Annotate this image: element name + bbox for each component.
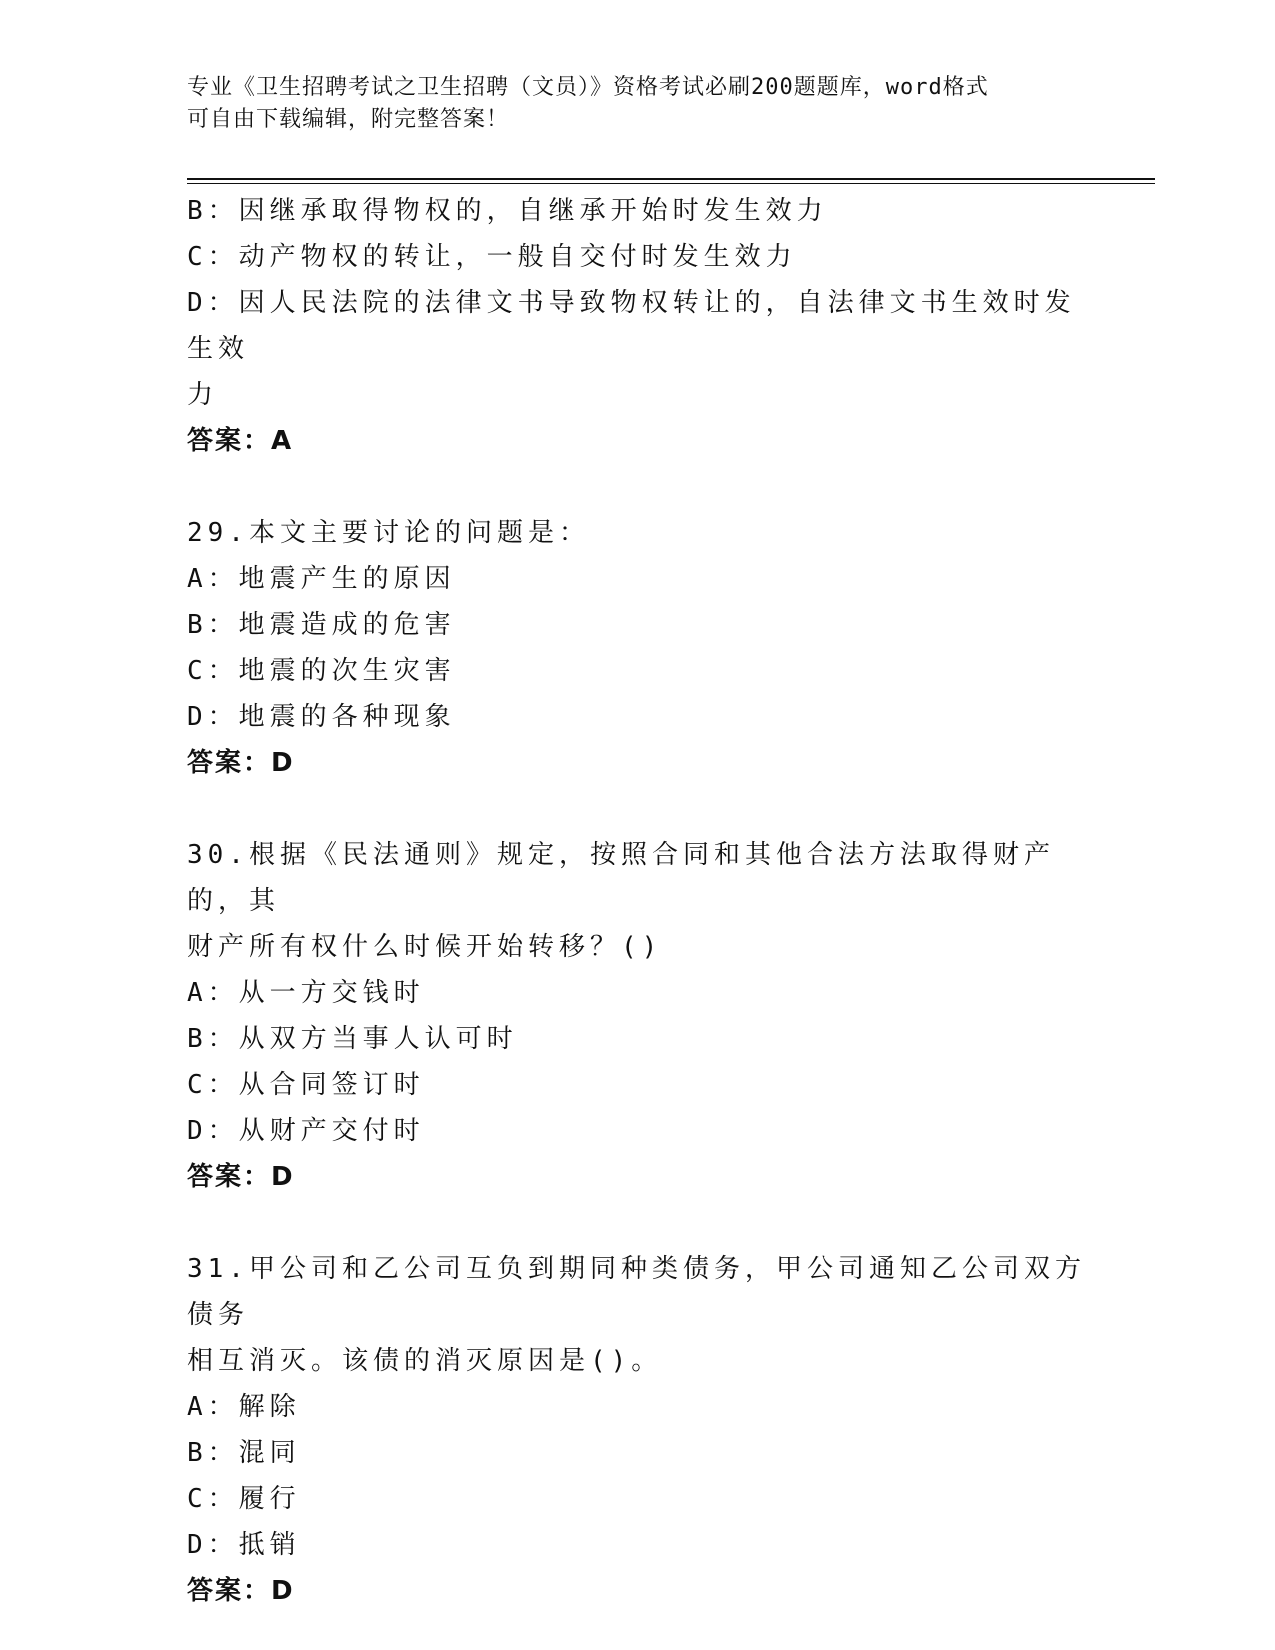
question-text-line-2: 财产所有权什么时候开始转移？() (187, 932, 663, 962)
option-c: C：地震的次生灾害 (187, 656, 456, 686)
answer-line: 答案：D (187, 1162, 295, 1192)
question-block-28 (187, 188, 1087, 464)
header-divider-thin (187, 183, 1155, 184)
question-content (187, 188, 1087, 1614)
option-b: B：地震造成的危害 (187, 610, 456, 640)
option-b: B：因继承取得物权的，自继承开始时发生效力 (187, 196, 828, 226)
spacer (187, 1200, 1087, 1246)
option-c: C：动产物权的转让，一般自交付时发生效力 (187, 242, 797, 272)
header-title-line-2: 可自由下载编辑，附完整答案！ (187, 107, 510, 132)
question-text-line-1: 31.甲公司和乙公司互负到期同种类债务，甲公司通知乙公司双方债务 (187, 1254, 1086, 1330)
document-header (187, 72, 1067, 136)
question-block-29 (187, 510, 1087, 786)
answer-line: 答案：D (187, 1576, 295, 1606)
option-a: A：解除 (187, 1392, 301, 1422)
option-d: D：从财产交付时 (187, 1116, 425, 1146)
question-block-31 (187, 1246, 1087, 1614)
option-b: B：从双方当事人认可时 (187, 1024, 518, 1054)
spacer (187, 786, 1087, 832)
option-d: D：因人民法院的法律文书导致物权转让的，自法律文书生效时发生效 (187, 288, 1076, 364)
option-d: D：抵销 (187, 1530, 301, 1560)
question-text-line-2: 相互消灭。该债的消灭原因是()。 (187, 1346, 663, 1376)
option-a: A：地震产生的原因 (187, 564, 456, 594)
answer-line: 答案：A (187, 426, 294, 456)
header-title-line-1: 专业《卫生招聘考试之卫生招聘（文员）》资格考试必刷200题题库，word格式 (187, 75, 989, 100)
option-b: B：混同 (187, 1438, 301, 1468)
question-text-line-1: 30.根据《民法通则》规定，按照合同和其他合法方法取得财产的，其 (187, 840, 1055, 916)
option-d-continued: 力 (187, 380, 219, 410)
option-c: C：从合同签订时 (187, 1070, 425, 1100)
option-a: A：从一方交钱时 (187, 978, 425, 1008)
spacer (187, 464, 1087, 510)
question-text: 29.本文主要讨论的问题是： (187, 518, 590, 548)
option-c: C：履行 (187, 1484, 301, 1514)
option-d: D：地震的各种现象 (187, 702, 456, 732)
question-block-30 (187, 832, 1087, 1200)
answer-line: 答案：D (187, 748, 295, 778)
header-divider-thick (187, 178, 1155, 180)
